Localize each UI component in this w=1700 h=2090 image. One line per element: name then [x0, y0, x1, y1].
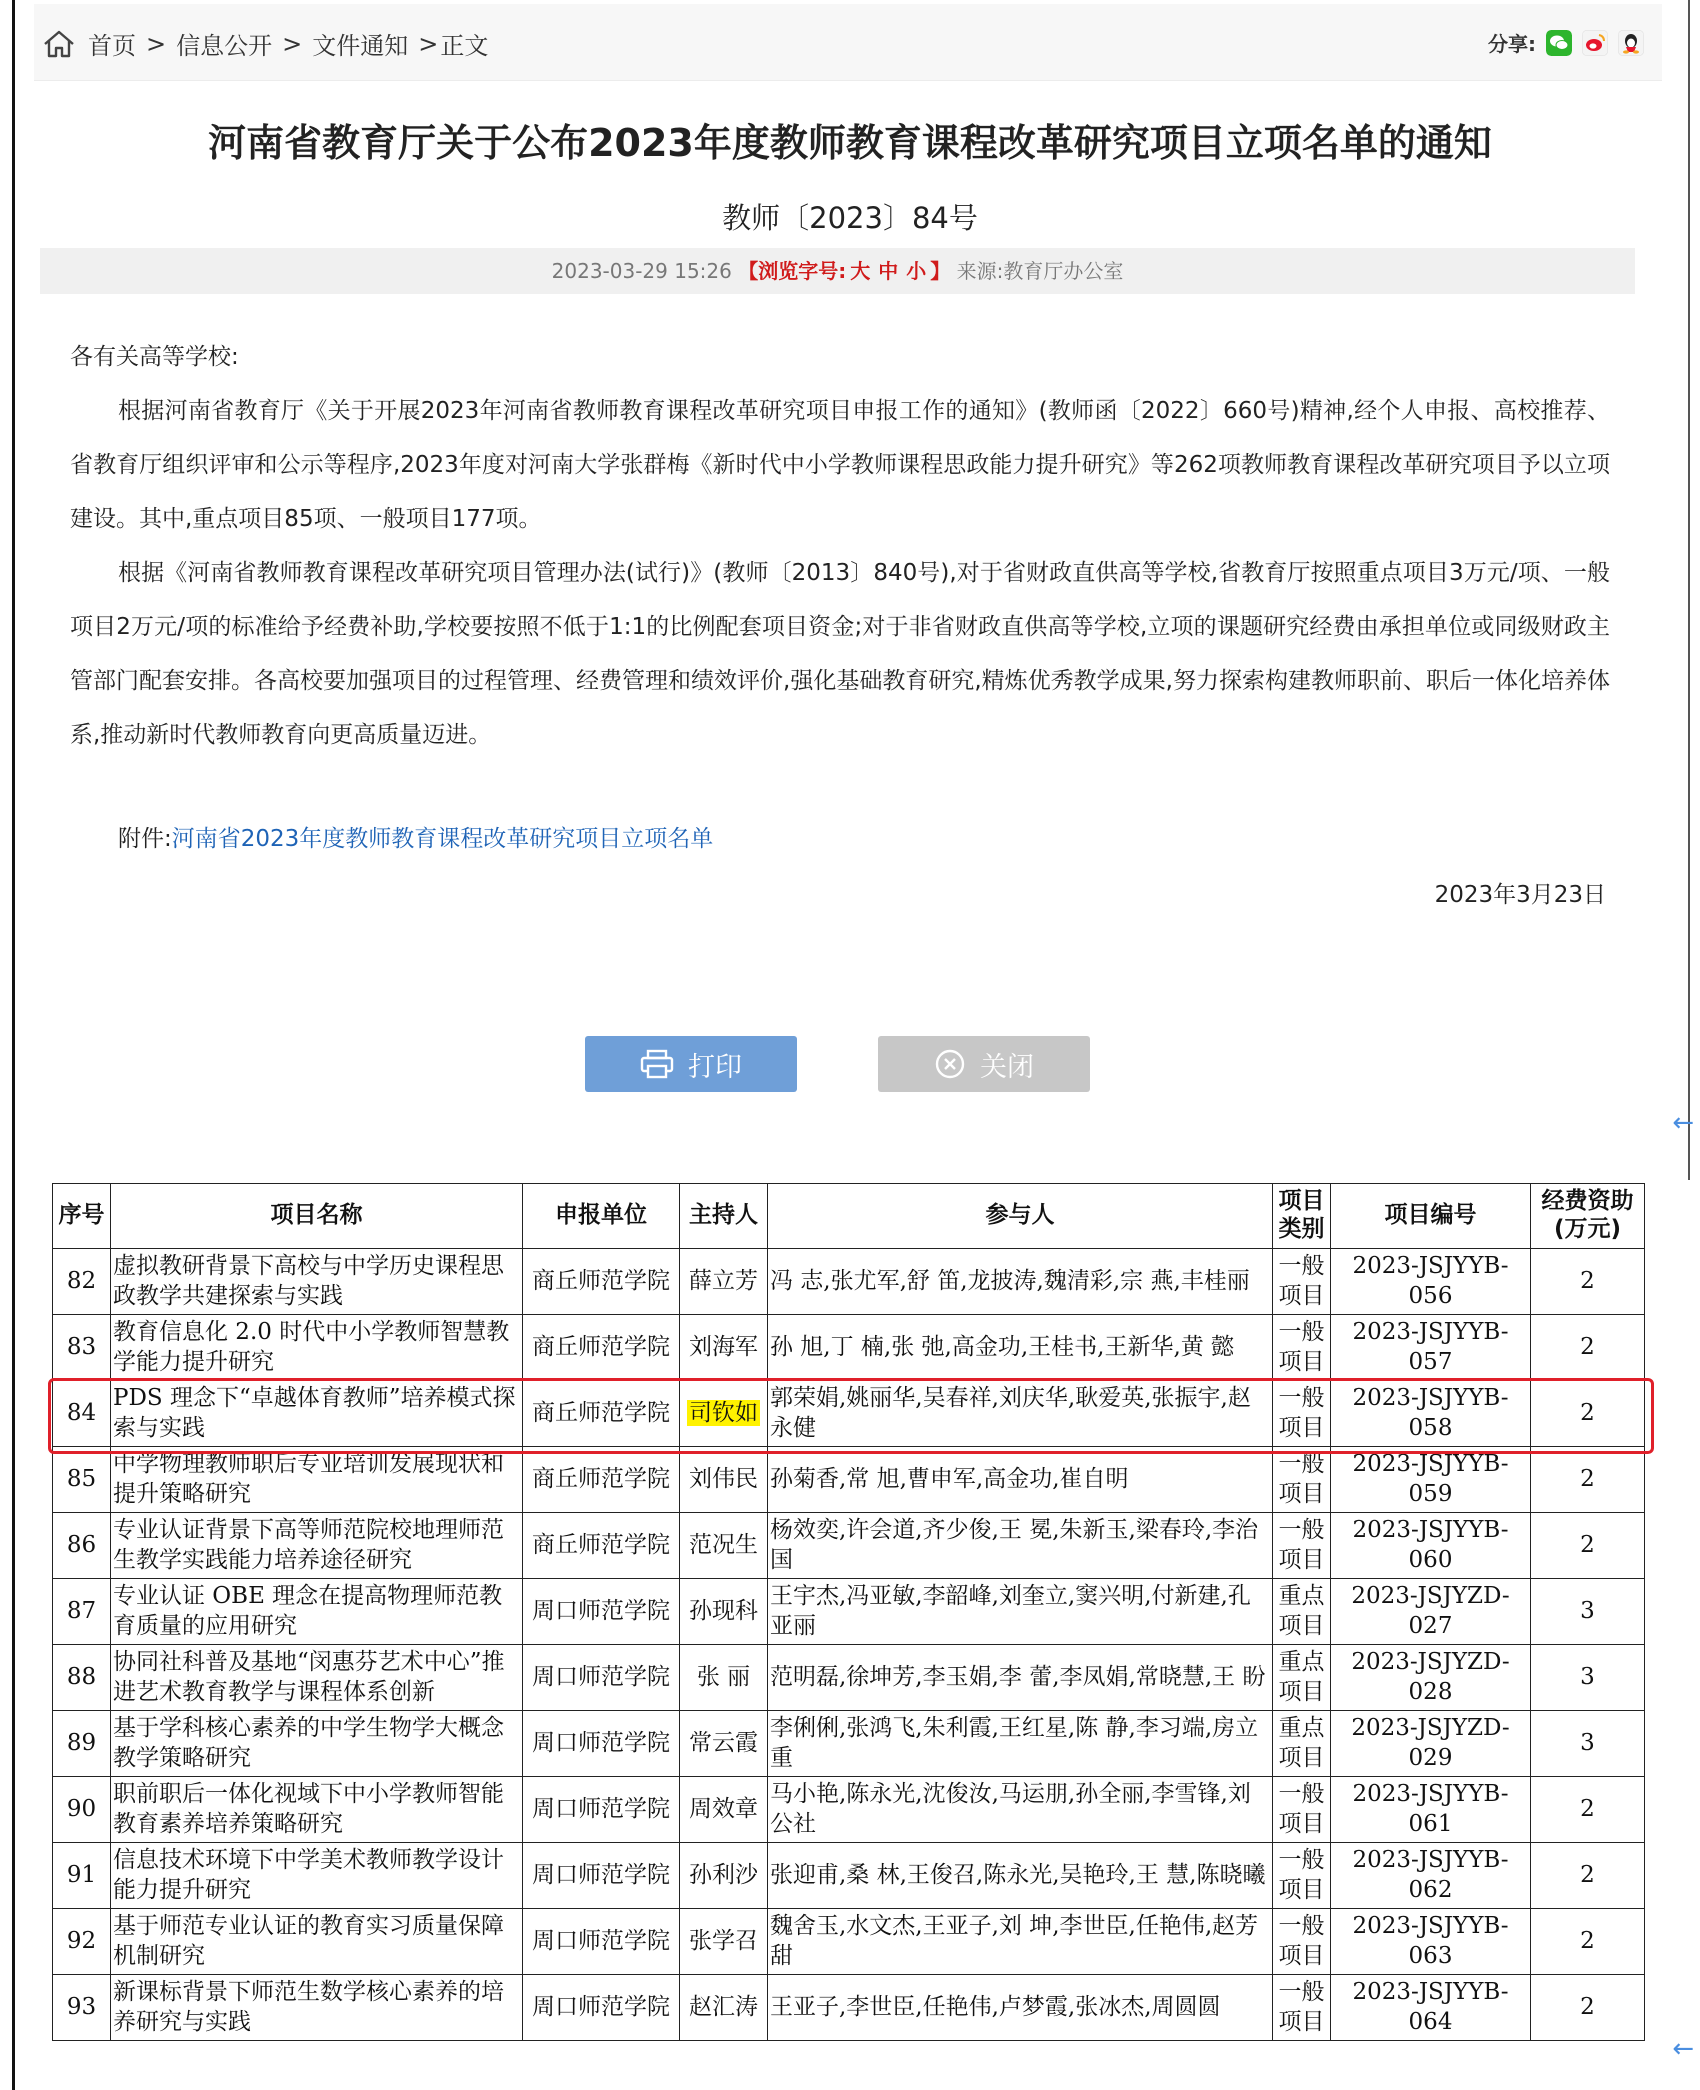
project-code: 2023-JSJYYB-058: [1331, 1381, 1531, 1447]
project-name: 专业认证 OBE 理念在提高物理师范教育质量的应用研究: [111, 1579, 523, 1645]
project-code: 2023-JSJYYB-059: [1331, 1447, 1531, 1513]
project-host: 张 丽: [680, 1645, 768, 1711]
article-source: 来源:教育厅办公室: [956, 259, 1124, 283]
project-type: 一般项目: [1273, 1777, 1331, 1843]
header-cell: 项目类别: [1273, 1184, 1331, 1249]
table-row: [53, 1777, 1645, 1843]
header-cell: 序号: [53, 1184, 111, 1249]
applicant-unit: 周口师范学院: [523, 1711, 680, 1777]
table-row: [53, 1579, 1645, 1645]
project-name: 协同社科普及基地“闵惠芬艺术中心”推进艺术教育教学与课程体系创新: [111, 1645, 523, 1711]
project-members: 孙 旭,丁 楠,张 弛,高金功,王桂书,王新华,黄 懿: [768, 1315, 1273, 1381]
row-number: 93: [53, 1975, 111, 2041]
project-code: 2023-JSJYYB-064: [1331, 1975, 1531, 2041]
breadcrumb-separator: >: [418, 29, 439, 58]
applicant-unit: 商丘师范学院: [523, 1447, 680, 1513]
arrow-left-icon[interactable]: ←: [1672, 1108, 1694, 1138]
project-type: 一般项目: [1273, 1975, 1331, 2041]
breadcrumb: [42, 26, 488, 61]
breadcrumb-info-link[interactable]: 信息公开: [176, 32, 273, 60]
project-list-table: [52, 1183, 1645, 2041]
project-fund: 2: [1531, 1447, 1645, 1513]
project-type: 一般项目: [1273, 1381, 1331, 1447]
close-circle-icon: [934, 1048, 966, 1080]
project-members: 孙菊香,常 旭,曹申军,高金功,崔自明: [768, 1447, 1273, 1513]
document-number: 教师〔2023〕84号: [722, 201, 978, 235]
project-host-highlighted: 司钦如: [689, 1399, 758, 1426]
project-type: 一般项目: [1273, 1447, 1331, 1513]
project-fund: 3: [1531, 1645, 1645, 1711]
table-row: [53, 1447, 1645, 1513]
table-row: [53, 1645, 1645, 1711]
project-code: 2023-JSJYYB-063: [1331, 1909, 1531, 1975]
share-bar: [1488, 28, 1644, 57]
project-fund: 3: [1531, 1711, 1645, 1777]
applicant-unit: 周口师范学院: [523, 1579, 680, 1645]
project-host: 周效章: [680, 1777, 768, 1843]
row-number: 91: [53, 1843, 111, 1909]
font-size-label: 【浏览字号:: [738, 259, 847, 283]
project-code: 2023-JSJYYB-057: [1331, 1315, 1531, 1381]
breadcrumb-separator: >: [146, 29, 167, 58]
header-cell: 参与人: [768, 1184, 1273, 1249]
applicant-unit: 周口师范学院: [523, 1975, 680, 2041]
close-button-label: 关闭: [980, 1051, 1034, 1083]
font-size-label-close: 】: [930, 259, 951, 283]
applicant-unit: 周口师范学院: [523, 1909, 680, 1975]
project-name: 信息技术环境下中学美术教师教学设计能力提升研究: [111, 1843, 523, 1909]
project-host: 孙现科: [680, 1579, 768, 1645]
project-host: 赵汇涛: [680, 1975, 768, 2041]
project-fund: 2: [1531, 1843, 1645, 1909]
header-cell: 项目编号: [1331, 1184, 1531, 1249]
project-code: 2023-JSJYYB-061: [1331, 1777, 1531, 1843]
table-row: [53, 1909, 1645, 1975]
breadcrumb-bar: [34, 4, 1662, 81]
table-header-row: [53, 1184, 1645, 1249]
paragraph: 根据河南省教育厅《关于开展2023年河南省教师教育课程改革研究项目申报工作的通知》(教师函〔2022〕660号)精神,经个人申报、高校推荐、省教育厅组织评审和公示等程序,2023年度对河南大学张群梅《新时代中小学教师课程思政能力提升研究》等262项教师教育课程改革研究项目予以立项建设。其中,重点项目85项、一般项目177项。: [70, 398, 1610, 532]
breadcrumb-notices-link[interactable]: 文件通知: [312, 32, 409, 60]
table-row: [53, 1513, 1645, 1579]
project-fund: 2: [1531, 1513, 1645, 1579]
font-size-large[interactable]: 大: [850, 259, 871, 283]
project-code: 2023-JSJYYB-062: [1331, 1843, 1531, 1909]
project-members: 郭荣娟,姚丽华,吴春祥,刘庆华,耿爱英,张振宇,赵永健: [768, 1381, 1273, 1447]
project-type: 一般项目: [1273, 1513, 1331, 1579]
project-members: 马小艳,陈永光,沈俊汝,马运朋,孙全丽,李雪锋,刘公社: [768, 1777, 1273, 1843]
project-type: 重点项目: [1273, 1645, 1331, 1711]
attachment-label: 附件:: [118, 826, 172, 852]
project-host: 范况生: [680, 1513, 768, 1579]
article-date: 2023年3月23日: [1434, 882, 1606, 908]
project-type: 重点项目: [1273, 1579, 1331, 1645]
applicant-unit: 商丘师范学院: [523, 1513, 680, 1579]
font-size-medium[interactable]: 中: [878, 259, 899, 283]
row-number: 83: [53, 1315, 111, 1381]
project-members: 杨效奕,许会道,齐少俊,王 冕,朱新玉,梁春玲,李治国: [768, 1513, 1273, 1579]
printer-icon: [640, 1049, 674, 1079]
project-name: PDS 理念下“卓越体育教师”培养模式探索与实践: [111, 1381, 523, 1447]
row-number: 88: [53, 1645, 111, 1711]
weibo-icon[interactable]: [1582, 30, 1608, 56]
article-meta-bar: [40, 248, 1635, 294]
header-cell: 申报单位: [523, 1184, 680, 1249]
applicant-unit: 周口师范学院: [523, 1777, 680, 1843]
project-host: 薛立芳: [680, 1249, 768, 1315]
row-number: 85: [53, 1447, 111, 1513]
row-number: 82: [53, 1249, 111, 1315]
project-members: 王宇杰,冯亚敏,李韶峰,刘奎立,窦兴明,付新建,孔亚丽: [768, 1579, 1273, 1645]
project-fund: 2: [1531, 1381, 1645, 1447]
attachment: [118, 820, 713, 853]
arrow-left-icon[interactable]: ←: [1672, 2034, 1694, 2064]
row-number: 87: [53, 1579, 111, 1645]
wechat-icon[interactable]: [1546, 30, 1572, 56]
project-members: 李俐俐,张鸿飞,朱利霞,王红星,陈 静,李习端,房立重: [768, 1711, 1273, 1777]
print-button[interactable]: [585, 1036, 797, 1092]
header-cell: 主持人: [680, 1184, 768, 1249]
print-button-label: 打印: [688, 1051, 742, 1083]
project-type: 一般项目: [1273, 1843, 1331, 1909]
share-label: 分享:: [1488, 32, 1536, 56]
table-row: [53, 1711, 1645, 1777]
window-right-border: [1688, 0, 1690, 1180]
project-fund: 2: [1531, 1249, 1645, 1315]
project-members: 魏舍玉,水文杰,王亚子,刘 坤,李世臣,任艳伟,赵芳甜: [768, 1909, 1273, 1975]
applicant-unit: 周口师范学院: [523, 1843, 680, 1909]
table-row: [53, 1843, 1645, 1909]
table-row-highlighted: [53, 1381, 1645, 1447]
row-number: 90: [53, 1777, 111, 1843]
row-number: 86: [53, 1513, 111, 1579]
applicant-unit: 商丘师范学院: [523, 1381, 680, 1447]
close-button[interactable]: [878, 1036, 1090, 1092]
project-name: 虚拟教研背景下高校与中学历史课程思政教学共建探索与实践: [111, 1249, 523, 1315]
project-type: 一般项目: [1273, 1249, 1331, 1315]
project-name: 专业认证背景下高等师范院校地理师范生教学实践能力培养途径研究: [111, 1513, 523, 1579]
project-code: 2023-JSJYZD-028: [1331, 1645, 1531, 1711]
project-name: 新课标背景下师范生数学核心素养的培养研究与实践: [111, 1975, 523, 2041]
project-code: 2023-JSJYZD-029: [1331, 1711, 1531, 1777]
breadcrumb-home-link[interactable]: 首页: [88, 32, 136, 60]
paragraph: 根据《河南省教师教育课程改革研究项目管理办法(试行)》(教师〔2013〕840号),对于省财政直供高等学校,省教育厅按照重点项目3万元/项、一般项目2万元/项的标准给予经费补助,学校要按照不低于1:1的比例配套项目资金;对于非省财政直供高等学校,立项的课题研究经费由承担单位或同级财政主管部门配套安排。各高校要加强项目的过程管理、经费管理和绩效评价,强化基础教育研究,精炼优秀教学成果,努力探索构建教师职前、职后一体化培养体系,推动新时代教师教育向更高质量迈进。: [70, 560, 1610, 748]
window-left-border: [12, 0, 15, 2090]
project-type: 一般项目: [1273, 1315, 1331, 1381]
table-row: [53, 1315, 1645, 1381]
table-row: [53, 1975, 1645, 2041]
project-type: 一般项目: [1273, 1909, 1331, 1975]
project-name: 职前职后一体化视域下中小学教师智能教育素养培养策略研究: [111, 1777, 523, 1843]
breadcrumb-separator: >: [282, 29, 303, 58]
table-row: [53, 1249, 1645, 1315]
header-cell: 经费资助(万元): [1531, 1184, 1645, 1249]
publish-datetime: 2023-03-29 15:26: [551, 259, 732, 283]
home-icon[interactable]: [42, 29, 76, 59]
project-members: 范明磊,徐坤芳,李玉娟,李 蕾,李凤娟,常晓慧,王 盼: [768, 1645, 1273, 1711]
applicant-unit: 周口师范学院: [523, 1645, 680, 1711]
project-code: 2023-JSJYYB-056: [1331, 1249, 1531, 1315]
project-type: 重点项目: [1273, 1711, 1331, 1777]
project-fund: 2: [1531, 1315, 1645, 1381]
salutation: 各有关高等学校:: [70, 344, 239, 370]
project-host: 刘海军: [680, 1315, 768, 1381]
project-name: 中学物理教师职后专业培训发展现状和提升策略研究: [111, 1447, 523, 1513]
project-members: 王亚子,李世臣,任艳伟,卢梦霞,张冰杰,周圆圆: [768, 1975, 1273, 2041]
row-number: 89: [53, 1711, 111, 1777]
project-host-cell: [680, 1381, 768, 1447]
qq-icon[interactable]: [1618, 30, 1644, 56]
project-members: 张迎甫,桑 林,王俊召,陈永光,吴艳玲,王 慧,陈晓曦: [768, 1843, 1273, 1909]
project-fund: 2: [1531, 1777, 1645, 1843]
project-host: 常云霞: [680, 1711, 768, 1777]
project-fund: 2: [1531, 1975, 1645, 2041]
font-size-small[interactable]: 小: [906, 259, 927, 283]
attachment-link[interactable]: 河南省2023年度教师教育课程改革研究项目立项名单: [171, 826, 714, 852]
project-name: 基于学科核心素养的中学生物学大概念教学策略研究: [111, 1711, 523, 1777]
breadcrumb-current: 正文: [440, 32, 489, 60]
project-host: 孙利沙: [680, 1843, 768, 1909]
row-number: 84: [53, 1381, 111, 1447]
project-members: 冯 志,张尤军,舒 笛,龙披涛,魏清彩,宗 燕,丰桂丽: [768, 1249, 1273, 1315]
project-code: 2023-JSJYYB-060: [1331, 1513, 1531, 1579]
project-host: 张学召: [680, 1909, 768, 1975]
applicant-unit: 商丘师范学院: [523, 1249, 680, 1315]
project-name: 基于师范专业认证的教育实习质量保障机制研究: [111, 1909, 523, 1975]
project-fund: 2: [1531, 1909, 1645, 1975]
applicant-unit: 商丘师范学院: [523, 1315, 680, 1381]
project-host: 刘伟民: [680, 1447, 768, 1513]
row-number: 92: [53, 1909, 111, 1975]
article-body: [70, 330, 1610, 762]
project-name: 教育信息化 2.0 时代中小学教师智慧教学能力提升研究: [111, 1315, 523, 1381]
project-code: 2023-JSJYZD-027: [1331, 1579, 1531, 1645]
article-title: 河南省教育厅关于公布2023年度教师教育课程改革研究项目立项名单的通知: [208, 121, 1492, 165]
header-cell: 项目名称: [111, 1184, 523, 1249]
project-fund: 3: [1531, 1579, 1645, 1645]
